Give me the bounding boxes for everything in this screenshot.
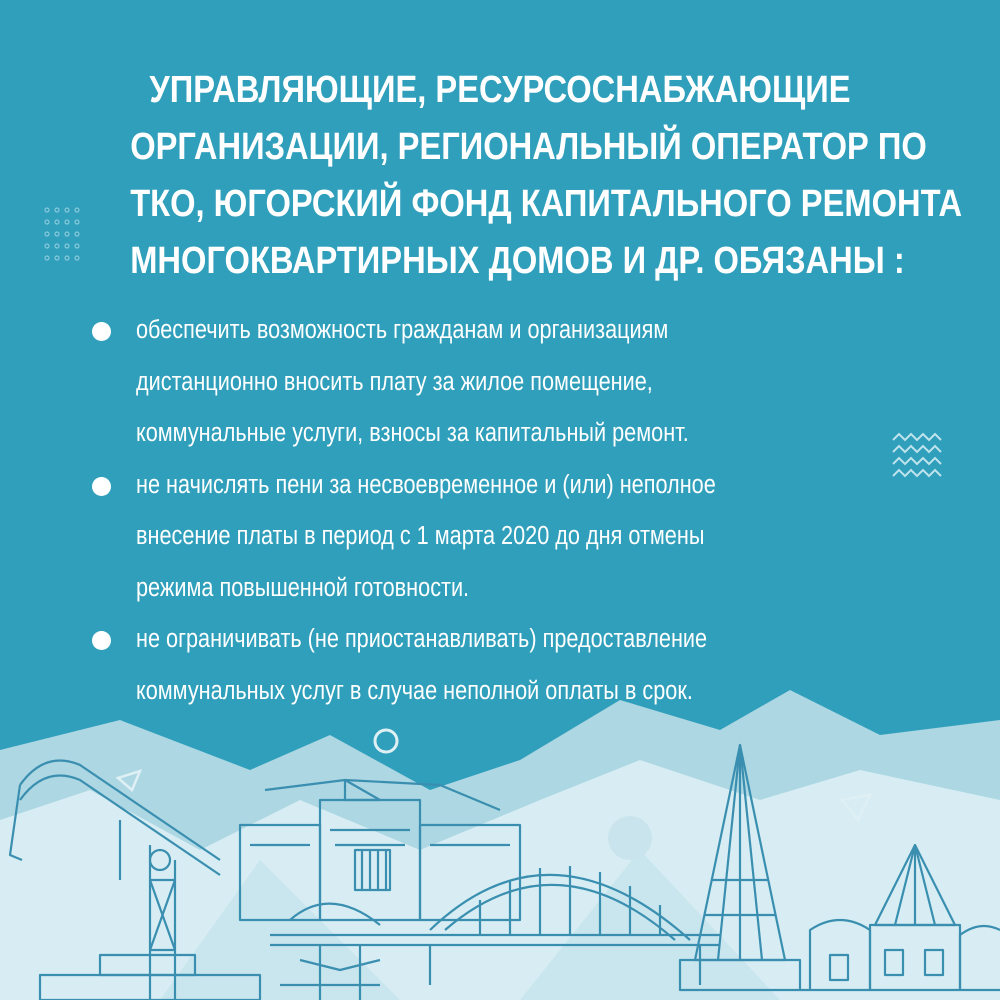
headline-line: ОРГАНИЗАЦИИ, РЕГИОНАЛЬНЫЙ ОПЕРАТОР ПО <box>130 126 927 168</box>
obligations-list <box>92 305 932 717</box>
list-item-text <box>136 305 935 460</box>
headline <box>130 62 963 290</box>
headline-line: МНОГОКВАРТИРНЫХ ДОМОВ И ДР. ОБЯЗАНЫ : <box>130 240 905 282</box>
list-item <box>92 460 932 615</box>
headline-line: ТКО, ЮГОРСКИЙ ФОНД КАПИТАЛЬНОГО РЕМОНТА <box>130 183 963 225</box>
list-item <box>92 305 932 460</box>
list-item-line: внесение платы в период с 1 марта 2020 до дня отмены <box>136 522 705 550</box>
list-item-line: режима повышенной готовности. <box>136 573 470 602</box>
headline-line: УПРАВЛЯЮЩИЕ, РЕСУРСОСНАБЖАЮЩИЕ <box>149 69 851 111</box>
list-item-line: коммунальных услуг в случае неполной оплаты в срок. <box>136 676 693 705</box>
bullet-icon <box>92 631 111 650</box>
list-item <box>92 614 932 717</box>
list-item-line: дистанционно вносить плату за жилое помещение, <box>136 367 653 396</box>
list-item-line: не начислять пени за несвоевременное и (или) неполное <box>136 470 716 499</box>
list-item-text <box>136 614 935 717</box>
bullet-icon <box>92 477 111 496</box>
list-item-line: коммунальные услуги, взносы за капитальный ремонт. <box>136 419 689 447</box>
bullet-icon <box>92 322 111 341</box>
list-item-line: не ограничивать (не приостанавливать) предоставление <box>136 625 708 653</box>
list-item-text <box>136 460 935 615</box>
ring-icon <box>375 730 397 752</box>
list-item-line: обеспечить возможность гражданам и организациям <box>136 316 669 344</box>
